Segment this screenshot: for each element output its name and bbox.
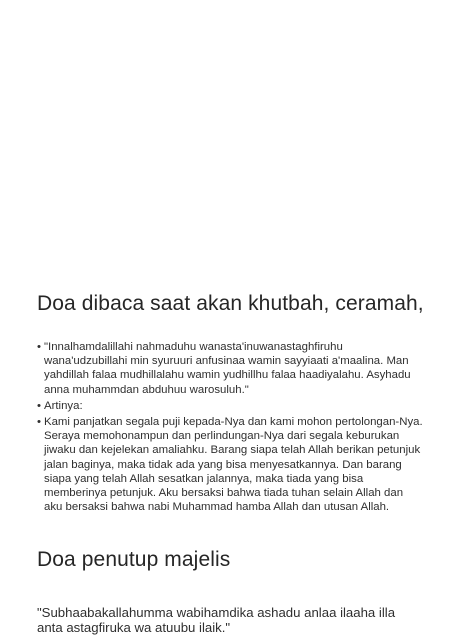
closing-prayer-paragraph [37,605,437,635]
text-line: yahdillah falaa mudhillalahu wamin yudhillhu falaa haadiyalahu. Asyhadu [44,369,411,382]
text-line: jiwaku dan kejelekan amaliahku. Barang siapa telah Allah berikan petunjuk [44,444,421,457]
text-line: anna muhammdan abduhuu warosuluh." [44,383,249,396]
text-line: aku bersaksi bahwa nabi Muhammad hamba Allah dan utusan Allah. [44,501,390,514]
text-line: Seraya memohonampun dan perlindungan-Nya dari segala keburukan [44,430,400,443]
text-line: Artinya: [44,399,83,412]
text-line: Kami panjatkan segala puji kepada-Nya dan kami mohon pertolongan-Nya. [44,416,423,429]
list-item-translation [37,415,437,514]
text-line: siapa yang telah Allah sesatkan jalannya, maka tiada yang bisa [44,472,364,485]
text-line: memberinya petunjuk. Aku bersaksi bahwa tiada tuhan selain Allah dan [44,487,404,500]
text-line: "Subhaabakallahumma wabihamdika ashadu anlaa ilaaha illa [37,605,396,620]
bullet-icon: • [37,416,41,429]
text-line: jalan baginya, maka tidak ada yang bisa menyesatkannya. Dan barang [44,458,402,471]
section-heading-khutbah: Doa dibaca saat akan khutbah, ceramah, [37,292,424,315]
list-item-arabic-transliteration [37,340,437,397]
bullet-icon: • [37,341,41,353]
bullet-icon: • [37,399,41,412]
text-line: anta astagfiruka wa atuubu ilaik." [37,620,231,635]
list-item-artinya-label [37,399,437,413]
prayer-bullet-list [37,340,437,516]
section-heading-penutup-majelis: Doa penutup majelis [37,548,231,571]
text-line: "Innalhamdalillahi nahmaduhu wanasta'inuwanastaghfiruhu [44,341,343,353]
text-line: wana'udzubillahi min syuruuri anfusinaa wamin sayyiaati a'maalina. Man [44,355,409,368]
